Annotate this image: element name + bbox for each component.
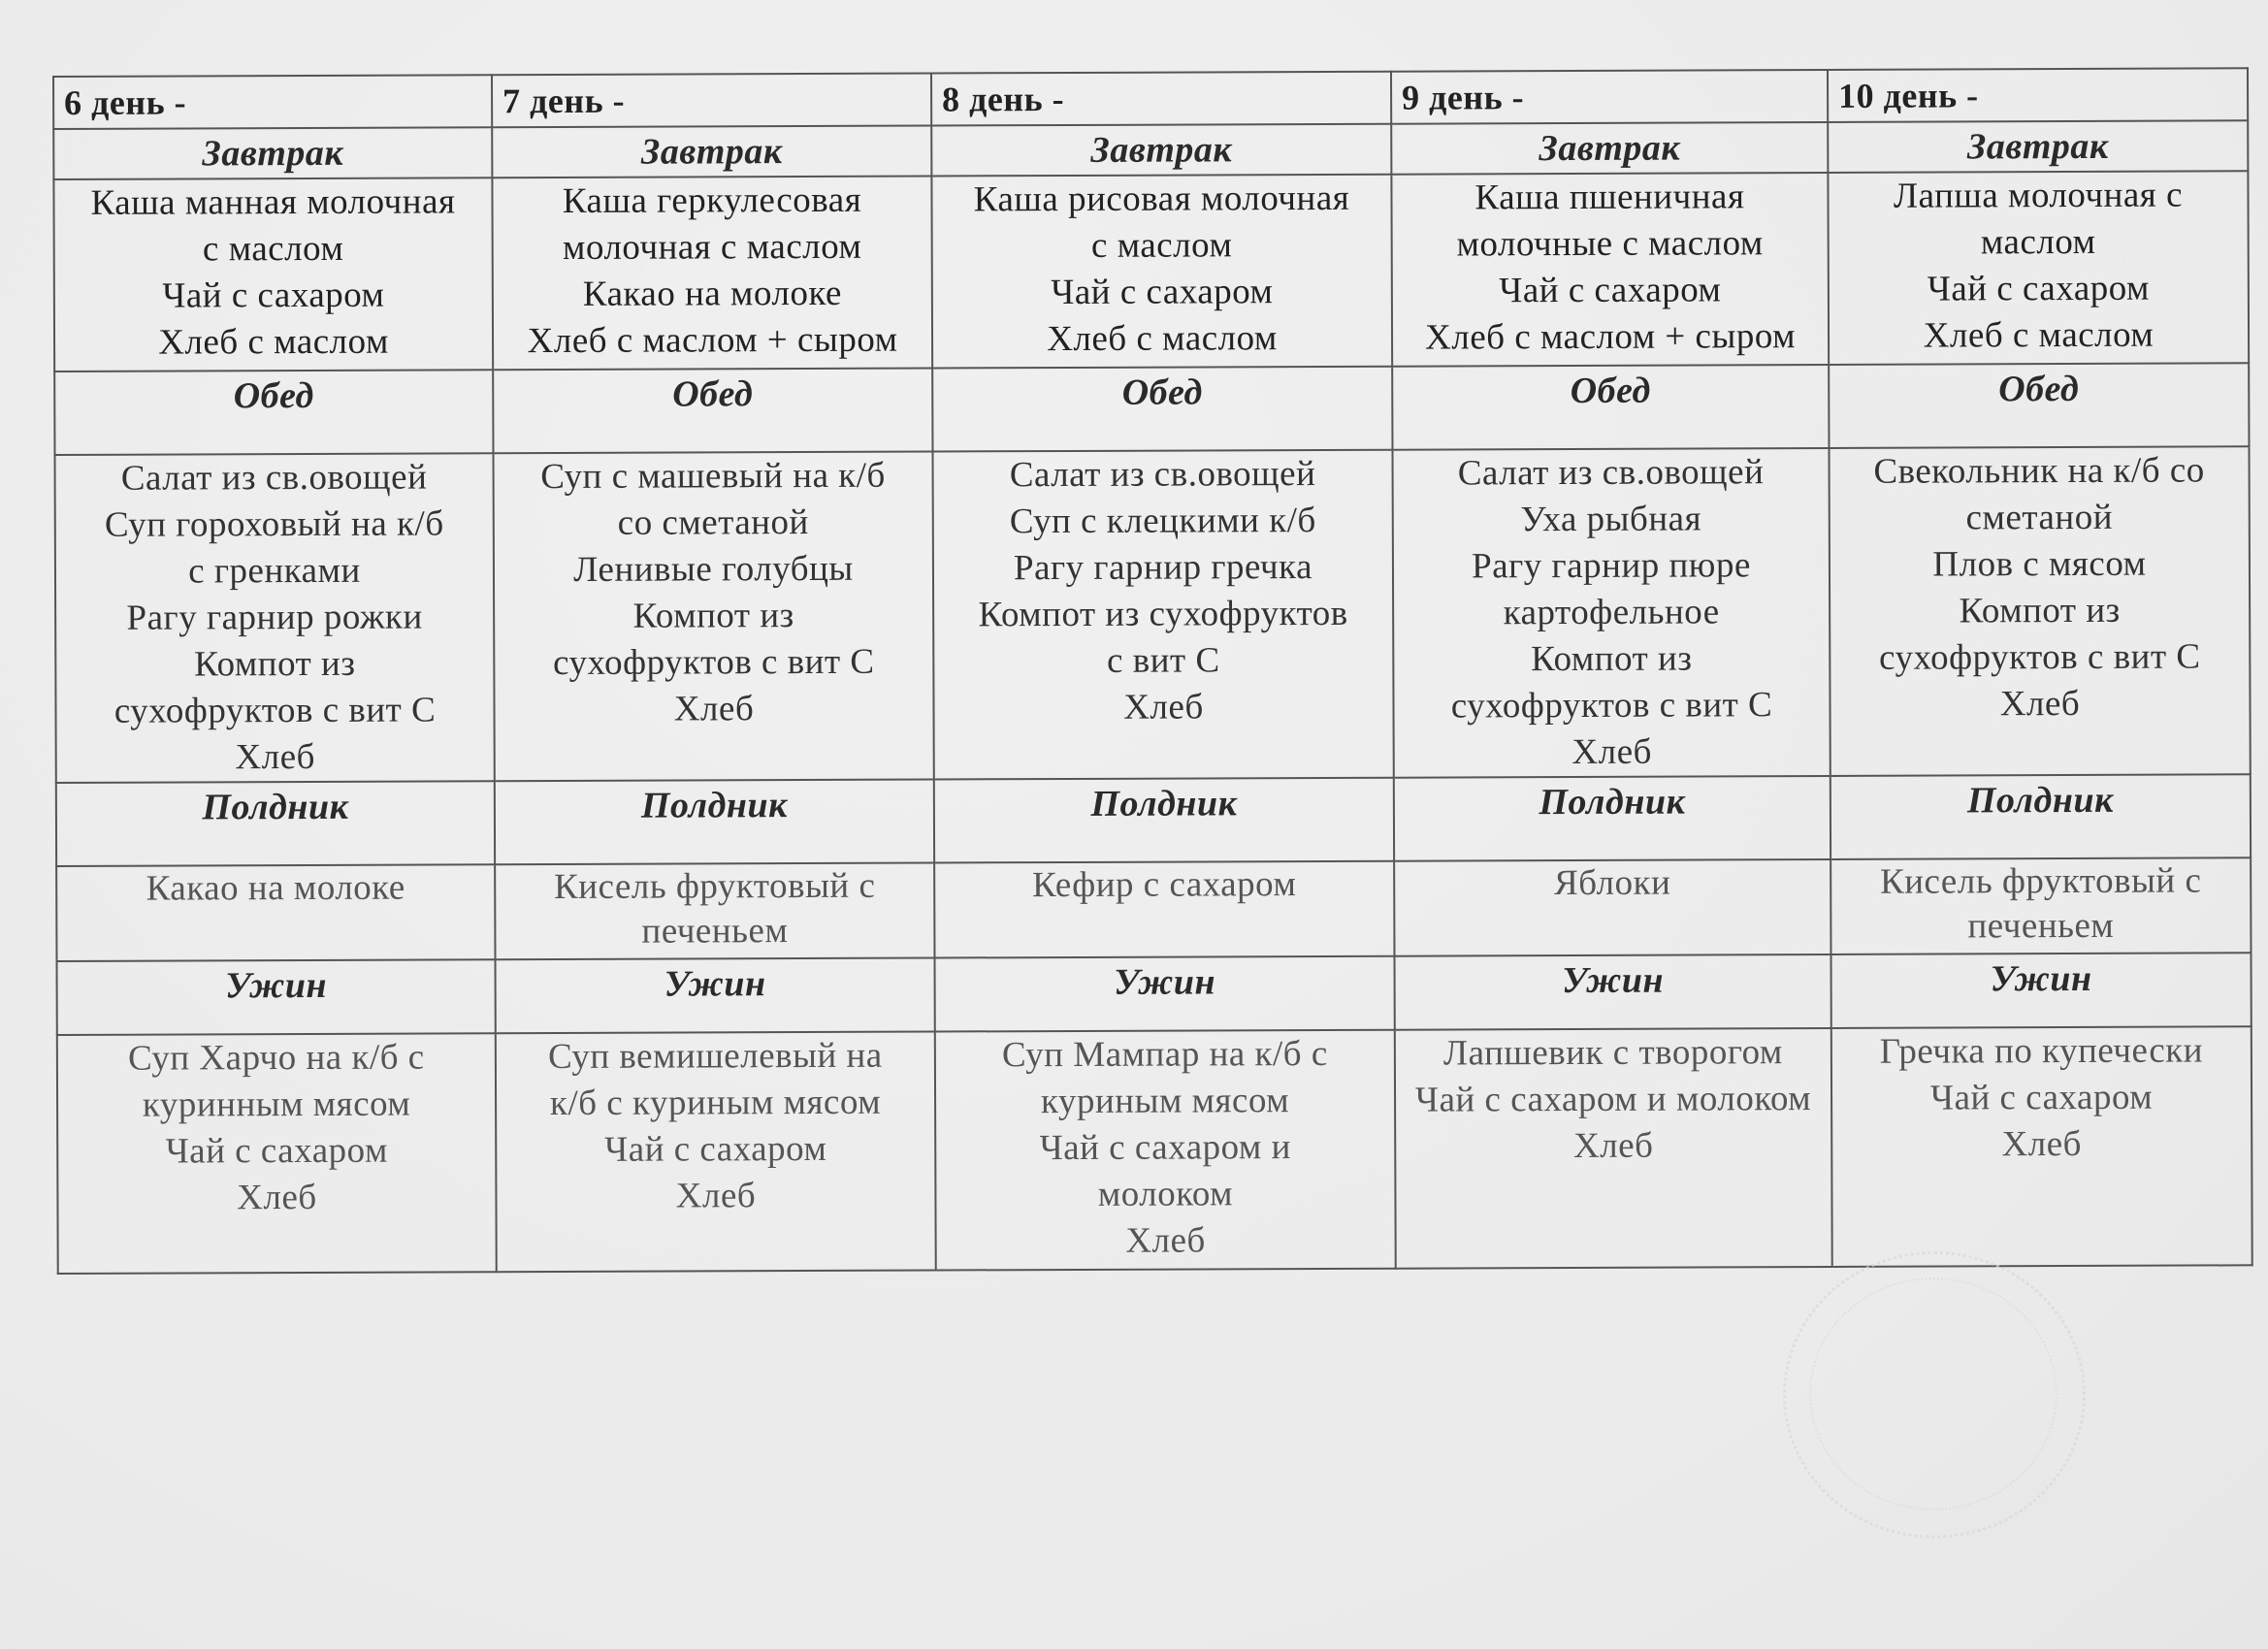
breakfast-items-cell (1391, 173, 1829, 367)
lunch-items-cell (55, 453, 495, 783)
menu-item: Кисель фруктовый с (553, 865, 876, 908)
menu-table (52, 67, 2253, 1275)
menu-item: Каша пшеничная (1474, 177, 1745, 218)
lunch-row (55, 446, 2251, 783)
menu-item: Чай с сахаром (165, 1130, 388, 1172)
snack-heading-cell: Полдник (56, 781, 495, 866)
menu-item: сухофруктов с вит С (553, 641, 875, 684)
snack-items-cell (1394, 859, 1831, 956)
menu-item: с гренками (188, 550, 361, 592)
menu-item: Какао на молоке (146, 867, 405, 909)
menu-item: Компот из (194, 643, 356, 685)
menu-item: Суп Харчо на к/б с (127, 1037, 425, 1079)
menu-item: Яблоки (1553, 862, 1671, 904)
lunch-heading-cell: Обед (1392, 365, 1829, 450)
menu-item: куринным мясом (142, 1083, 411, 1125)
menu-item: Чай с сахаром (1927, 268, 2150, 309)
menu-item: Суп вемишелевый на (547, 1035, 883, 1078)
day-title-cell: 6 день - (53, 75, 492, 129)
day-header-row (53, 68, 2248, 129)
breakfast-label-row (53, 120, 2248, 179)
menu-item: Салат из св.овощей (1009, 454, 1316, 496)
menu-item: Суп гороховый на к/б (104, 503, 444, 545)
menu-item: Хлеб с маслом + сыром (1425, 316, 1797, 358)
menu-item: со сметаной (617, 502, 809, 543)
lunch-items-cell (1392, 448, 1830, 778)
menu-item: Салат из св.овощей (120, 457, 428, 499)
menu-item: Рагу гарнир пюре (1471, 545, 1751, 587)
day-title-cell: 10 день - (1828, 68, 2248, 122)
breakfast-heading-cell: Завтрак (492, 126, 931, 178)
snack-items-cell (56, 864, 495, 961)
breakfast-row (53, 171, 2249, 372)
menu-item: Суп с машевый на к/б (540, 455, 886, 498)
menu-item: Уха рыбная (1520, 499, 1702, 540)
menu-item: Свекольник на к/б со (1873, 450, 2205, 492)
breakfast-items-cell (53, 178, 493, 372)
menu-item: Кефир с сахаром (1031, 864, 1297, 906)
dinner-heading-cell: Ужин (1394, 954, 1831, 1030)
lunch-items-cell (1829, 446, 2250, 776)
breakfast-heading-cell: Завтрак (1391, 122, 1828, 175)
menu-item: Хлеб (675, 1176, 757, 1216)
breakfast-heading-cell: Завтрак (53, 127, 492, 179)
dinner-items-cell (57, 1033, 497, 1274)
menu-item: Хлеб (673, 689, 755, 729)
snack-items-cell (1831, 857, 2251, 954)
menu-item: Ленивые голубцы (573, 548, 854, 590)
menu-item: Хлеб (1125, 1220, 1206, 1261)
menu-item: Чай с сахаром (1051, 272, 1274, 313)
menu-item: Компот из (1959, 590, 2121, 631)
menu-item: Хлеб с маслом + сыром (527, 319, 898, 362)
menu-item: Чай с сахаром (604, 1128, 827, 1170)
menu-item: Хлеб (235, 736, 315, 778)
menu-item: Каша манная молочная (90, 181, 456, 223)
menu-item: сухофруктов с вит С (113, 690, 437, 731)
lunch-heading-cell: Обед (932, 367, 1392, 452)
menu-item: Суп Мампар на к/б с (1001, 1033, 1328, 1076)
breakfast-heading-cell: Завтрак (1828, 120, 2248, 173)
menu-item: Хлеб (1123, 687, 1204, 728)
breakfast-items-cell (931, 175, 1392, 369)
menu-item: к/б с куриным мясом (549, 1082, 882, 1124)
dinner-items-cell (935, 1030, 1396, 1271)
menu-item: сметаной (1965, 497, 2114, 538)
menu-item: Хлеб с маслом (158, 321, 389, 363)
menu-item: Хлеб с маслом (1047, 318, 1278, 360)
menu-item: с вит С (1106, 640, 1220, 681)
menu-item: картофельное (1503, 592, 1720, 633)
menu-item: Чай с сахаром и (1039, 1127, 1291, 1169)
snack-heading-cell: Полдник (1394, 776, 1831, 861)
menu-item: Лапшевик с творогом (1442, 1032, 1783, 1074)
menu-item: Кисель фруктовый с (1879, 860, 2202, 902)
lunch-items-cell (932, 450, 1393, 780)
dinner-items-cell (1831, 1026, 2252, 1267)
menu-item: с маслом (1090, 225, 1233, 266)
menu-item: Чай с сахаром и молоком (1414, 1079, 1812, 1120)
menu-item: Рагу гарнир рожки (126, 597, 423, 638)
menu-item: Чай с сахаром (1499, 270, 1722, 311)
dinner-items-cell (1395, 1028, 1832, 1269)
menu-item: Плов с мясом (1932, 543, 2147, 585)
menu-item: Компот из сухофруктов (978, 593, 1348, 635)
snack-row (56, 857, 2251, 961)
faded-stamp (1783, 1251, 2086, 1538)
menu-item: печеньем (641, 911, 789, 952)
dinner-label-row (57, 953, 2252, 1035)
menu-item: Какао на молоке (582, 273, 842, 314)
menu-item: Компот из (1531, 638, 1693, 680)
menu-item: Хлеб (2001, 1123, 2083, 1165)
menu-item: Хлеб (1572, 1125, 1654, 1166)
menu-item: Хлеб (1571, 731, 1652, 772)
menu-item: сухофруктов с вит С (1450, 685, 1773, 727)
snack-items-cell (495, 863, 934, 960)
dinner-heading-cell: Ужин (496, 958, 935, 1034)
menu-item: Гречка по купечески (1879, 1030, 2204, 1072)
snack-heading-cell: Полдник (934, 778, 1394, 863)
menu-item: молочная с маслом (562, 226, 862, 268)
menu-item: маслом (1980, 221, 2096, 263)
day-title-cell: 7 день - (492, 74, 931, 128)
menu-item: Чай с сахаром (162, 275, 385, 316)
menu-item: сухофруктов с вит С (1879, 636, 2201, 678)
snack-items-cell (934, 861, 1394, 958)
breakfast-heading-cell: Завтрак (931, 124, 1391, 177)
menu-item: Суп с клецкими к/б (1009, 501, 1316, 542)
breakfast-items-cell (1828, 171, 2249, 365)
menu-item: молоком (1097, 1174, 1234, 1214)
lunch-items-cell (493, 452, 933, 782)
menu-item: куриным мясом (1040, 1081, 1290, 1122)
lunch-heading-cell: Обед (493, 369, 932, 454)
menu-item: Каша геркулесовая (562, 179, 862, 221)
menu-item: Чай с сахаром (1929, 1077, 2154, 1118)
dinner-row (57, 1026, 2252, 1274)
day-title-cell: 9 день - (1391, 70, 1828, 124)
faded-stamp-inner-ring (1809, 1277, 2057, 1510)
menu-item: Компот из (632, 596, 794, 636)
menu-item: Каша рисовая молочная (973, 178, 1350, 220)
menu-item: Рагу гарнир гречка (1013, 547, 1313, 589)
dinner-heading-cell: Ужин (1831, 953, 2251, 1028)
lunch-heading-cell: Обед (1829, 363, 2249, 448)
dinner-heading-cell: Ужин (934, 956, 1394, 1032)
snack-heading-cell: Полдник (1831, 774, 2251, 859)
snack-label-row (56, 774, 2251, 866)
dinner-heading-cell: Ужин (57, 959, 496, 1035)
menu-item: Хлеб с маслом (1923, 314, 2155, 356)
snack-heading-cell: Полдник (495, 780, 934, 865)
breakfast-items-cell (492, 177, 932, 371)
menu-item: печеньем (1967, 905, 2115, 947)
menu-item: с маслом (202, 228, 344, 270)
menu-item: Лапша молочная с (1893, 175, 2184, 216)
day-title-cell: 8 день - (931, 72, 1391, 126)
menu-item: Хлеб (1999, 683, 2081, 725)
dinner-items-cell (496, 1032, 936, 1273)
menu-item: Салат из св.овощей (1457, 452, 1765, 494)
lunch-label-row (54, 363, 2249, 455)
menu-item: Хлеб (237, 1177, 317, 1218)
lunch-heading-cell: Обед (54, 370, 493, 455)
menu-item: молочные с маслом (1456, 223, 1764, 265)
